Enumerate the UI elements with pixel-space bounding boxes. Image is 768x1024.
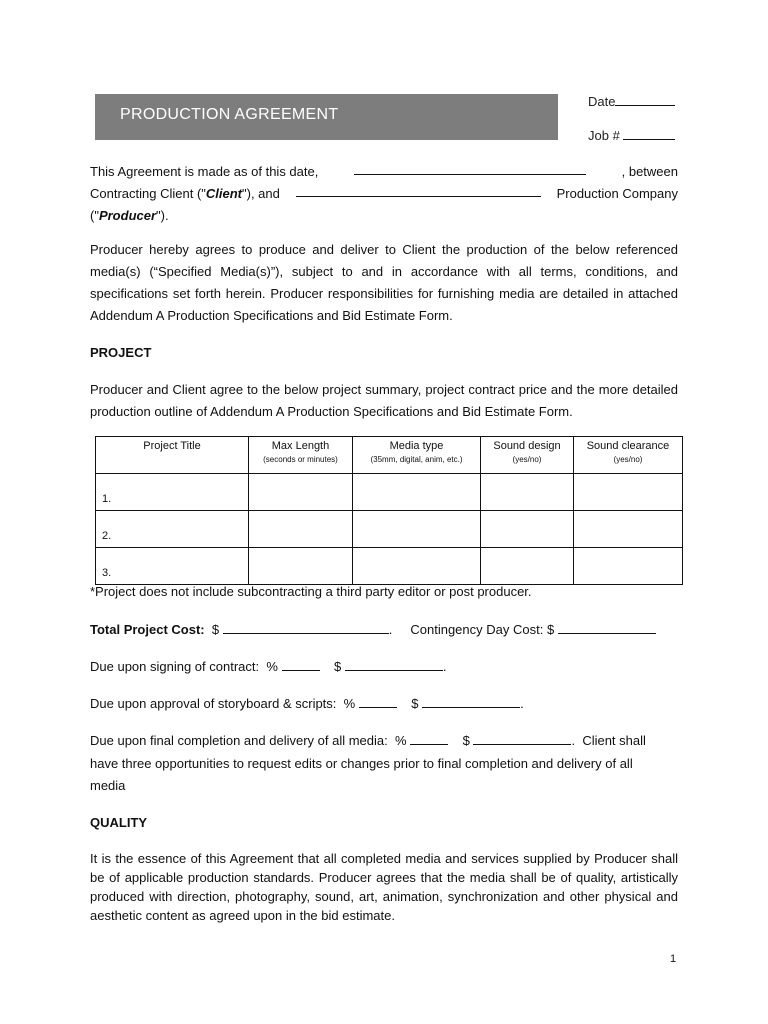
max-length-cell[interactable] bbox=[249, 474, 353, 511]
total-cost-label: Total Project Cost: bbox=[90, 622, 205, 637]
quality-heading: QUALITY bbox=[90, 815, 148, 830]
max-length-cell[interactable] bbox=[249, 511, 353, 548]
table-row bbox=[96, 511, 683, 548]
column-project-title: Project Title bbox=[96, 437, 249, 474]
signing-amount-blank[interactable] bbox=[345, 658, 443, 671]
page-number: 1 bbox=[670, 953, 677, 965]
project-title-cell[interactable]: 1. bbox=[96, 474, 249, 511]
table-footnote: *Project does not include subcontracting a third party editor or post producer. bbox=[90, 584, 532, 599]
sound-clearance-cell[interactable] bbox=[574, 548, 683, 585]
intro-line-3: ("Producer"). bbox=[90, 208, 169, 223]
media-type-cell[interactable] bbox=[353, 474, 481, 511]
approval-payment-line: Due upon approval of storyboard & scripts: % $ . bbox=[90, 696, 524, 711]
approval-label: Due upon approval of storyboard & scripts: bbox=[90, 696, 337, 711]
max-length-cell[interactable] bbox=[249, 548, 353, 585]
final-label: Due upon final completion and delivery of all media: bbox=[90, 733, 388, 748]
agreement-date-blank[interactable] bbox=[354, 162, 586, 175]
column-max-length: Max Length (seconds or minutes) bbox=[249, 437, 353, 474]
final-payment-line-2: have three opportunities to request edits or changes prior to final completion and delivery of all bbox=[90, 756, 633, 771]
job-number-field bbox=[588, 127, 675, 143]
intro-text: This Agreement is made as of this date, bbox=[90, 164, 319, 179]
final-payment-line-3: media bbox=[90, 778, 126, 793]
project-title-cell[interactable]: 3. bbox=[96, 548, 249, 585]
final-amount-blank[interactable] bbox=[473, 732, 571, 745]
total-cost-blank[interactable] bbox=[223, 621, 389, 634]
services-paragraph: Producer hereby agrees to produce and deliver to Client the production of the below referenced media(s) (“Specified Media(s)”), subject to and in accordance with all terms, conditions, and specifications set forth herein. Producer responsibilities for furnishing media are detailed in attached Addendum A Production Specifications and Bid Estimate Form. bbox=[90, 242, 678, 323]
client-clause: Contracting Client ("Client"), and bbox=[90, 186, 280, 201]
project-paragraph: Producer and Client agree to the below project summary, project contract price and the more detailed production outline of Addendum A Production Specifications and Bid Estimate Form. bbox=[90, 382, 678, 419]
sound-design-cell[interactable] bbox=[481, 511, 574, 548]
column-sound-clearance: Sound clearance (yes/no) bbox=[574, 437, 683, 474]
sound-design-cell[interactable] bbox=[481, 474, 574, 511]
production-company-text: Production Company bbox=[556, 186, 678, 201]
date-blank[interactable] bbox=[615, 93, 675, 106]
client-name-blank[interactable] bbox=[296, 184, 541, 197]
job-label: Job # bbox=[588, 128, 620, 143]
table-header-row bbox=[96, 437, 683, 474]
signing-label: Due upon signing of contract: bbox=[90, 659, 260, 674]
column-sound-design: Sound design (yes/no) bbox=[481, 437, 574, 474]
project-heading: PROJECT bbox=[90, 345, 152, 360]
signing-percent-blank[interactable] bbox=[282, 658, 320, 671]
media-type-cell[interactable] bbox=[353, 511, 481, 548]
job-number-blank[interactable] bbox=[623, 127, 675, 140]
client-term: Client bbox=[205, 186, 243, 201]
document-title: PRODUCTION AGREEMENT bbox=[120, 106, 339, 123]
final-payment-line: Due upon final completion and delivery of all media: % $ . Client shall bbox=[90, 733, 646, 748]
table-row bbox=[96, 474, 683, 511]
contingency-label: Contingency Day Cost: bbox=[410, 622, 544, 637]
final-tail: Client shall bbox=[582, 733, 646, 748]
contingency-cost-blank[interactable] bbox=[558, 621, 656, 634]
approval-percent-blank[interactable] bbox=[359, 695, 397, 708]
date-field bbox=[588, 93, 675, 109]
total-cost-line: Total Project Cost: $ . Contingency Day Cost: $ bbox=[90, 620, 656, 640]
sound-clearance-cell[interactable] bbox=[574, 474, 683, 511]
project-title-cell[interactable]: 2. bbox=[96, 511, 249, 548]
quality-paragraph: It is the essence of this Agreement that all completed media and services supplied by Producer shall be of applicable production standards. Producer agrees that the media shall be of quality, artistically produced with direction, photography, sound, art, animation, synchronization and other physical and aesthetic content as agreed upon in the bid estimate. bbox=[90, 851, 678, 923]
producer-term: Producer bbox=[98, 208, 157, 223]
media-type-cell[interactable] bbox=[353, 548, 481, 585]
signing-payment-line: Due upon signing of contract: % $ . bbox=[90, 659, 447, 674]
title-banner bbox=[95, 94, 558, 140]
column-media-type: Media type (35mm, digital, anim, etc.) bbox=[353, 437, 481, 474]
approval-amount-blank[interactable] bbox=[422, 695, 520, 708]
final-percent-blank[interactable] bbox=[410, 732, 448, 745]
intro-line-1 bbox=[90, 162, 678, 182]
intro-line-2 bbox=[90, 184, 678, 204]
sound-design-cell[interactable] bbox=[481, 548, 574, 585]
date-label: Date bbox=[588, 94, 616, 109]
intro-text-between: , between bbox=[621, 164, 678, 179]
sound-clearance-cell[interactable] bbox=[574, 511, 683, 548]
table-row bbox=[96, 548, 683, 585]
project-table bbox=[95, 436, 683, 585]
